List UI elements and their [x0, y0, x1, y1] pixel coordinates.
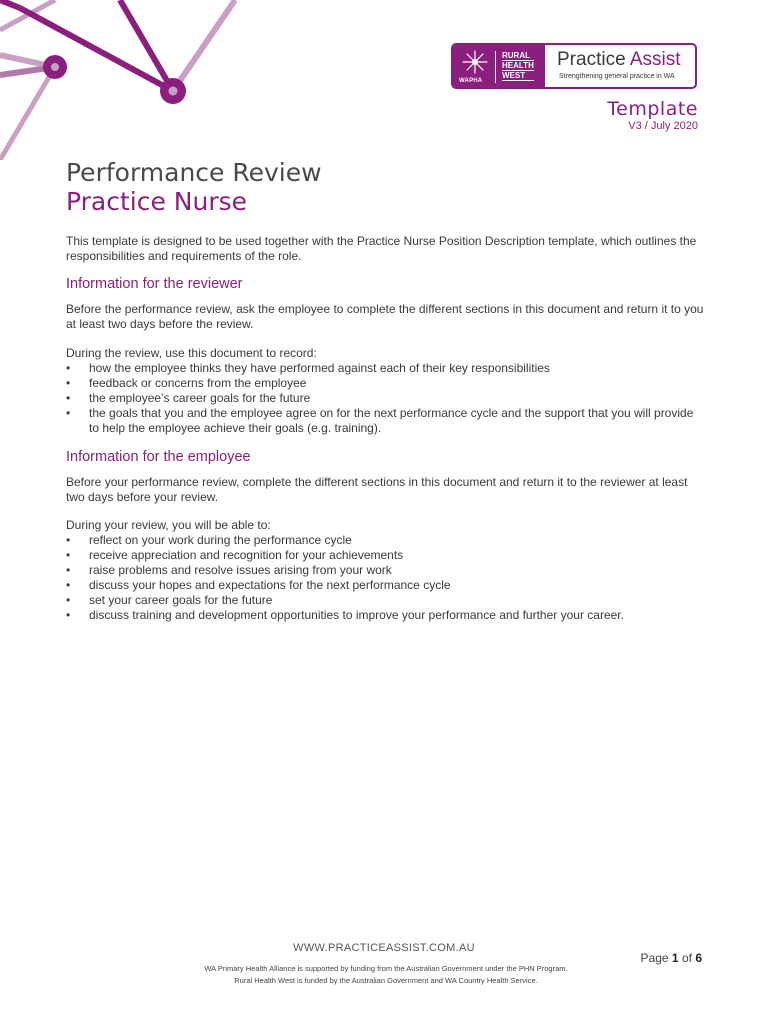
list-item: • discuss training and development opportunities to improve your performance and further your career.: [66, 608, 706, 623]
wapha-burst-icon: [461, 49, 489, 75]
employee-paragraph-1: Before your performance review, complete the different sections in this document and return it to the reviewer at least two days before your review.: [66, 475, 688, 504]
page-number: [641, 951, 702, 965]
rhw-line-1: RURAL: [502, 51, 534, 61]
document-body: [66, 234, 706, 623]
reviewer-list: [66, 361, 706, 436]
page-total: 6: [695, 951, 702, 965]
reviewer-heading: Information for the reviewer: [66, 276, 243, 292]
list-item: • discuss your hopes and expectations for the next performance cycle: [66, 578, 706, 593]
employee-heading: Information for the employee: [66, 449, 251, 465]
practice-assist-logo: [451, 43, 697, 89]
employee-paragraph-2: During your review, you will be able to:: [66, 518, 271, 532]
wapha-label: WAPHA: [459, 78, 483, 84]
decorative-network-graphic: [0, 0, 240, 160]
page-subtitle: Practice Nurse: [66, 187, 248, 216]
list-item: • how the employee thinks they have performed against each of their key responsibilities: [66, 361, 706, 376]
footer-website-link[interactable]: WWW.PRACTICEASSIST.COM.AU: [293, 942, 475, 954]
list-item: • set your career goals for the future: [66, 593, 706, 608]
document-type-label: Template: [607, 98, 698, 120]
reviewer-paragraph-2: During the review, use this document to record:: [66, 346, 317, 360]
list-item: • the employee’s career goals for the future: [66, 391, 706, 406]
page-current: 1: [671, 951, 679, 965]
practice-assist-tagline: Strengthening general practice in WA: [559, 73, 675, 80]
logo-purple-panel: [453, 45, 545, 87]
employee-list: [66, 533, 706, 623]
logo-divider: [495, 51, 496, 83]
rhw-line-2: HEALTH: [502, 61, 534, 70]
version-label: V3 / July 2020: [628, 120, 698, 132]
footer-funding-note-1: WA Primary Health Alliance is supported by funding from the Australian Government under the PHN Program.: [204, 964, 568, 973]
reviewer-paragraph-1: Before the performance review, ask the employee to complete the different sections in this document and return it to you at least two days before the review.: [66, 302, 704, 331]
page-label: Page: [640, 951, 669, 965]
footer-funding-note-2: Rural Health West is funded by the Australian Government and WA Country Health Service.: [234, 976, 538, 985]
practice-assist-title-main: Practice: [557, 49, 626, 70]
practice-assist-title-accent: Assist: [629, 49, 681, 70]
rural-health-west-mark: [502, 51, 534, 81]
page-title: Performance Review: [66, 158, 322, 187]
list-item: • receive appreciation and recognition for your achievements: [66, 548, 706, 563]
list-item: • raise problems and resolve issues arising from your work: [66, 563, 706, 578]
intro-paragraph: This template is designed to be used together with the Practice Nurse Position Description template, which outlines the responsibilities and requirements of the role.: [66, 234, 697, 263]
list-item: • reflect on your work during the performance cycle: [66, 533, 706, 548]
rhw-line-3: WEST: [502, 71, 534, 81]
list-item: • the goals that you and the employee agree on for the next performance cycle and the support that you will provide to help the employee achieve their goals (e.g. training).: [66, 406, 706, 436]
list-item: • feedback or concerns from the employee: [66, 376, 706, 391]
page-of: of: [681, 951, 692, 965]
practice-assist-title: [557, 49, 681, 71]
